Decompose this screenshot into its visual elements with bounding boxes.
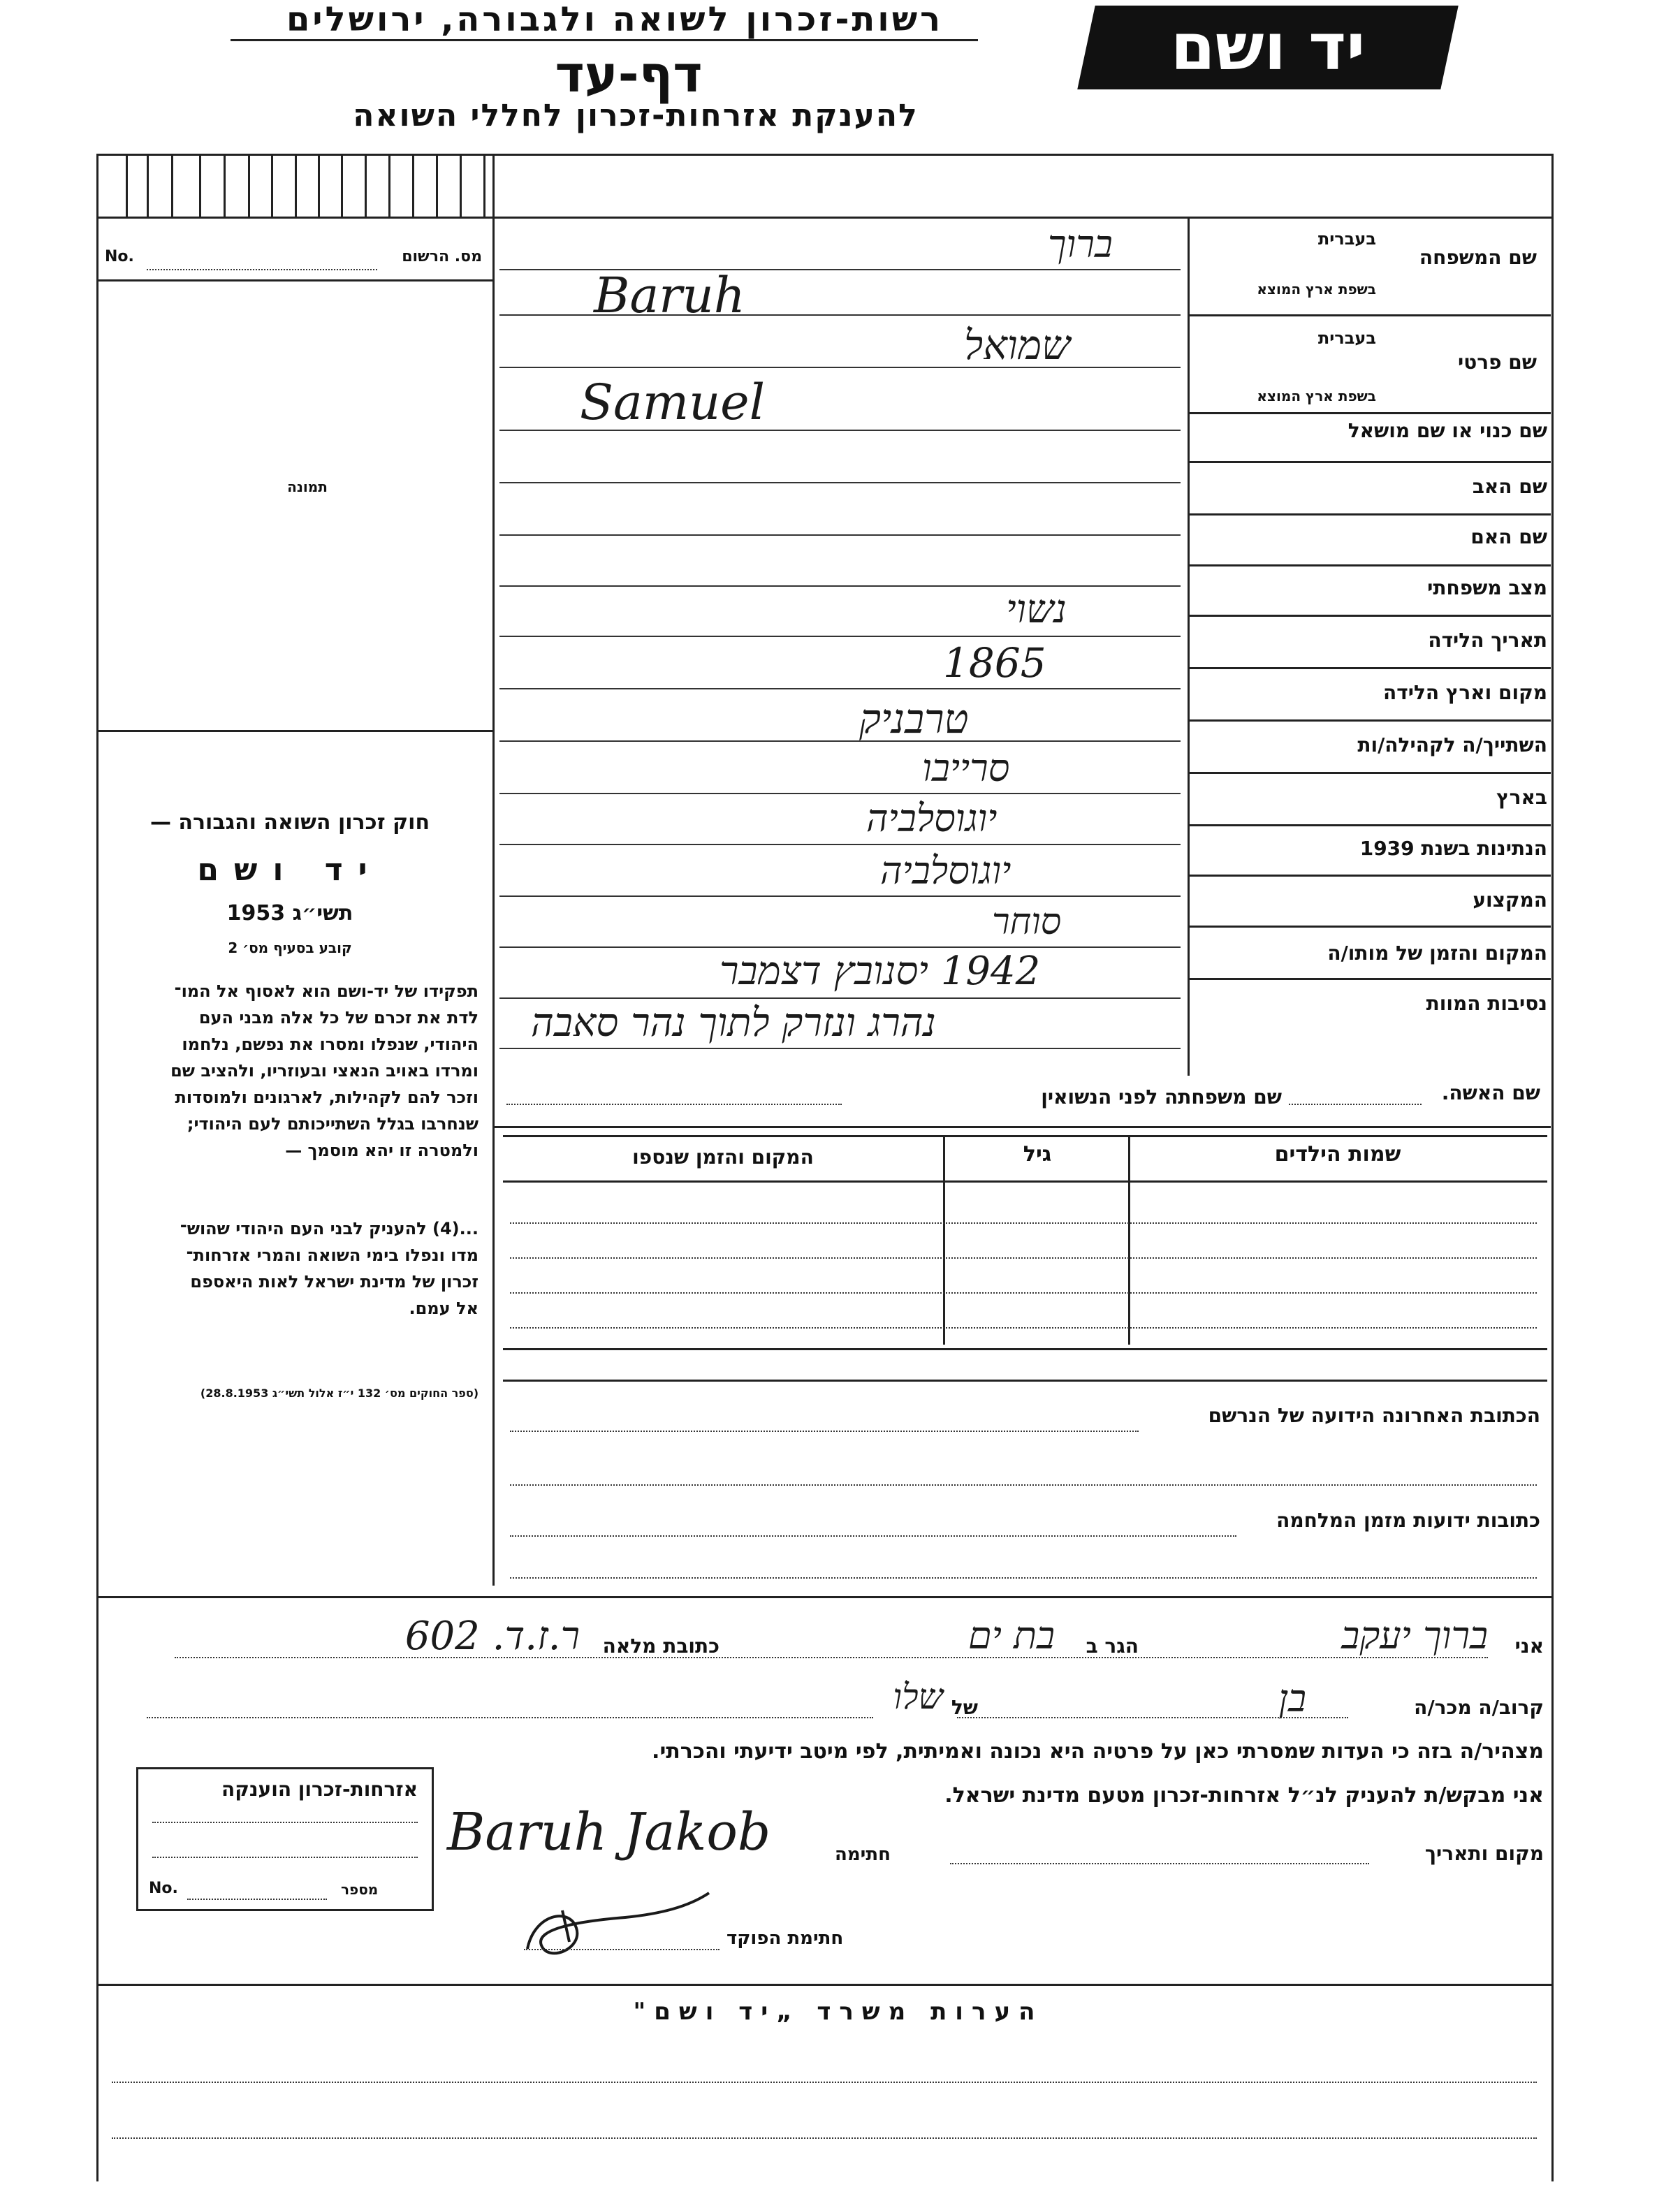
place-date-label: מקום ותאריך [1424, 1842, 1544, 1865]
children-col-divider [943, 1135, 945, 1345]
certificate-number-prefix: No. [149, 1880, 178, 1897]
circumstances-value: נהרג ונזרק לתוך נהר סאבה [531, 1000, 936, 1046]
of-label: של [951, 1696, 978, 1719]
certificate-number-label: מספר [341, 1881, 379, 1898]
children-table-bottom [503, 1348, 1547, 1350]
row-divider [1188, 314, 1551, 316]
wartime-address-line-2 [510, 1577, 1537, 1579]
value-line [499, 895, 1181, 897]
registration-label: מס. הרשום [402, 248, 482, 265]
community-value: סרייבו [922, 746, 1010, 790]
community-label: השתייך/ה לקהילה/ות [1357, 733, 1547, 756]
certificate-title: אזרחות-זכרון הוענקה [221, 1778, 418, 1801]
strip-box-divider [412, 154, 414, 217]
registration-no: No. [105, 248, 134, 265]
surname-hebrew-value: ברוך [1048, 222, 1113, 266]
row-divider [1188, 926, 1551, 928]
children-table-line [510, 1257, 1537, 1259]
first-name-origin-sublabel: בשפת ארץ המוצא [1257, 388, 1376, 404]
value-line [499, 946, 1181, 948]
first-name-hebrew-value: שמואל [964, 321, 1071, 369]
value-line [499, 636, 1181, 637]
address-section-top [503, 1380, 1547, 1382]
law-title: חוק זכרון השואה והגבורה — [149, 810, 430, 835]
officer-signature-mark [520, 1886, 716, 1970]
row-divider [1188, 772, 1551, 774]
first-name-hebrew-sublabel: בעברית [1317, 328, 1376, 348]
marital-value: נשוי [1006, 587, 1067, 632]
law-text-line: לדת את זכרם של כל אלה מבני העם [198, 1008, 479, 1028]
surname-origin-sublabel: בשפת ארץ המוצא [1257, 281, 1376, 298]
statement-2: אני מבקש/ת להעניק לנ״ל אזרחות-זכרון מטעם מדינת ישראל. [944, 1783, 1544, 1808]
office-notes-label: הערות משרד „יד ושם" [633, 1998, 1044, 2026]
surname-label: שם המשפחה [1419, 246, 1537, 269]
children-table-line [510, 1222, 1537, 1224]
law-text-2 [105, 1215, 479, 1322]
form-subtitle: להענקת אזרחות-זכרון לחללי השואה [353, 98, 919, 133]
left-panel-divider [492, 154, 495, 1586]
declaration-dotted-line [175, 1657, 1488, 1658]
circumstances-label: נסיבות המוות [1426, 992, 1547, 1015]
wartime-address-label: כתובות ידועות מזמן המלחמה [1276, 1509, 1540, 1532]
address-section-bottom [96, 1596, 1551, 1598]
of-value: שלו [893, 1676, 943, 1717]
death-label: המקום והזמן של מותו/ה [1327, 942, 1547, 965]
wartime-address-line [510, 1535, 1236, 1537]
country-label: בארץ [1496, 786, 1547, 809]
of-dotted-line [147, 1717, 873, 1718]
law-text-line: וזכר להם לקהילות, לארגונים ולמוסדות [175, 1088, 479, 1107]
row-divider [1188, 564, 1551, 566]
occupation-label: המקצוע [1473, 889, 1547, 912]
registration-row [105, 248, 482, 276]
notes-line [112, 2137, 1537, 2139]
strip-box-divider [147, 154, 149, 217]
value-line [499, 482, 1181, 483]
strip-box-divider [318, 154, 320, 217]
birth-place-label: מקום וארץ הלידה [1383, 681, 1547, 704]
law-name: יד ושם [197, 852, 383, 888]
law-text-line: ומרדו באויב הנאצי ובעוזריו, ולהציב שם [170, 1061, 479, 1081]
law-clause: קובע בסעיף מס׳ 2 [228, 939, 352, 956]
wife-maiden-label: שם משפחתה לפני הנשואין [1041, 1085, 1282, 1109]
mother-label: שם האם [1470, 525, 1547, 548]
value-line [499, 1048, 1181, 1049]
strip-box-divider [271, 154, 273, 217]
officer-label: חתימת הפוקד [726, 1928, 844, 1949]
value-line [499, 740, 1181, 742]
birth-date-label: תאריך הלידה [1428, 629, 1547, 652]
wife-row [499, 1076, 1547, 1118]
wife-maiden-dotted-line [506, 1104, 842, 1105]
registration-dotted-line [147, 269, 377, 270]
strip-box-divider [224, 154, 226, 217]
officer-dotted-line [524, 1949, 720, 1950]
yad-vashem-logo [1077, 6, 1459, 89]
children-header-bottom [503, 1180, 1547, 1183]
place-date-row [950, 1834, 1544, 1875]
form-title: דף-עד [555, 45, 703, 103]
relative-label: קרוב/ה מכר/ה [1414, 1696, 1544, 1719]
surname-latin-value: Baruh [594, 267, 745, 324]
lives-in-label: הגר ב [1086, 1635, 1139, 1658]
last-address-label: הכתובת האחרונה הידועה של הנרשם [1208, 1404, 1540, 1427]
value-line [499, 793, 1181, 794]
wife-label: שם האשה. [1441, 1081, 1540, 1104]
surname-hebrew-sublabel: בעברית [1317, 229, 1376, 249]
children-col-divider [1128, 1135, 1130, 1345]
alias-label: שם כנוי או שם מושאל [1347, 419, 1547, 442]
marital-label: מצב משפחתי [1427, 576, 1547, 599]
children-table-line [510, 1292, 1537, 1294]
strip-box-divider [248, 154, 250, 217]
children-header-names: שמות הילדים [1274, 1142, 1401, 1167]
law-text-line: מדו ונפלו בימי השואה והמרי אזרחות־ [186, 1245, 479, 1265]
last-address-line [510, 1431, 1139, 1432]
strip-box-divider [126, 154, 128, 217]
lives-in-value: בת ים [968, 1614, 1055, 1658]
row-divider [1188, 461, 1551, 463]
declarant-label: אני [1514, 1635, 1544, 1658]
registration-underline [98, 279, 492, 281]
law-year: תשי״ג 1953 [226, 901, 353, 926]
strip-box-divider [365, 154, 367, 217]
address-label: כתובת מלאה [602, 1635, 720, 1658]
children-header-age: גיל [1023, 1142, 1052, 1167]
row-divider [1188, 412, 1551, 414]
officer-signature-scribble [520, 1886, 716, 1970]
statement-1: מצהיר/ה בזה כי העדות שמסרתי כאן על פרטיה היא נכונה ואמיתית, לפי מיטב ידיעתי והכרתי. [652, 1739, 1544, 1764]
declaration-row-2 [119, 1676, 1544, 1725]
place-date-dotted-line [950, 1863, 1369, 1864]
row-divider [1188, 513, 1551, 515]
row-divider [1188, 978, 1551, 980]
row-divider [1188, 667, 1551, 669]
wife-row-bottom [492, 1126, 1551, 1128]
surname-label-cell [1195, 224, 1544, 314]
strip-box-divider [171, 154, 173, 217]
photo-area-bottom [98, 730, 492, 732]
value-line [499, 997, 1181, 999]
relation-value: בן [1278, 1676, 1306, 1720]
declarant-value: ברוך יעקב [1341, 1614, 1488, 1658]
children-table-top [503, 1135, 1547, 1137]
occupation-value: סוחר [992, 901, 1062, 943]
strip-box-divider [199, 154, 201, 217]
strip-box-divider [436, 154, 438, 217]
notes-line [112, 2082, 1537, 2083]
address-value: ר.ז.ד. 602 [404, 1614, 580, 1659]
certificate-line [152, 1822, 418, 1823]
children-table-line [510, 1327, 1537, 1329]
photo-label: תמונה [287, 478, 328, 495]
law-text-line: ...(4) להעניק לבני העם היהודי שהוש־ [180, 1219, 479, 1238]
row-divider [1188, 719, 1551, 722]
strip-box-divider [483, 154, 485, 217]
footer-section-top [96, 1984, 1551, 1986]
relative-dotted-line [957, 1717, 1348, 1718]
citizenship-value: יוגוסלביה [880, 849, 1011, 893]
row-divider [1188, 824, 1551, 826]
birth-place-value: טרבניק [859, 695, 969, 743]
value-line [499, 688, 1181, 689]
citizenship-label: הנתינות בשנת 1939 [1359, 837, 1547, 860]
country-value: יוגוסלביה [866, 796, 998, 840]
signature-label: חתימה [835, 1844, 891, 1865]
strip-box-divider [341, 154, 343, 217]
law-text-line: אל עמם. [409, 1299, 479, 1318]
label-column-divider [1188, 217, 1190, 1076]
first-name-label-cell [1195, 321, 1544, 412]
wife-dotted-line [1289, 1104, 1422, 1105]
first-name-latin-value: Samuel [580, 374, 765, 431]
first-name-label: שם פרטי [1457, 351, 1537, 374]
value-line [499, 367, 1181, 368]
value-line [499, 585, 1181, 587]
father-label: שם האב [1472, 475, 1547, 498]
law-text-line: תפקידו של יד-ושם הוא לאסוף אל המו־ [174, 981, 479, 1001]
last-address-line-2 [510, 1484, 1537, 1486]
value-line [499, 534, 1181, 536]
row-divider [1188, 875, 1551, 877]
logo-text: יד ושם [1170, 10, 1366, 85]
strip-box-divider [388, 154, 390, 217]
institution-name: רשות-זכרון לשואה ולגבורה, ירושלים [286, 0, 944, 39]
law-text-line: שנחרבו בגלל השתייכותם לעם היהודי; [187, 1114, 479, 1134]
strip-box-divider [460, 154, 462, 217]
law-text-line: זכרון של מדינת ישראל לאות היאספם [190, 1272, 479, 1292]
law-source: (ספר החוקים מס׳ 132 י״ז אלול תשי״ג 28.8.1953) [200, 1387, 479, 1400]
top-strip-bottom [96, 217, 1551, 219]
certificate-line [152, 1857, 418, 1858]
law-text [105, 978, 479, 1164]
signature-value: Baruh Jakob [447, 1802, 771, 1862]
law-text-line: ולמטרה זו יהא מוסמך — [285, 1141, 479, 1160]
death-value: 1942 יסנובץ דצמבר [720, 949, 1041, 994]
law-text-line: היהודי, שנפלו ומסרו את נפשם, נלחמו [182, 1034, 479, 1054]
institution-underline [231, 39, 978, 41]
certificate-box [136, 1767, 434, 1911]
certificate-number-line [187, 1899, 327, 1900]
row-divider [1188, 615, 1551, 617]
children-header-fate: המקום והזמן שנספו [632, 1146, 814, 1169]
birth-date-value: 1865 [943, 639, 1046, 687]
value-line [499, 844, 1181, 845]
declaration-row-1 [119, 1614, 1544, 1662]
strip-box-divider [295, 154, 297, 217]
